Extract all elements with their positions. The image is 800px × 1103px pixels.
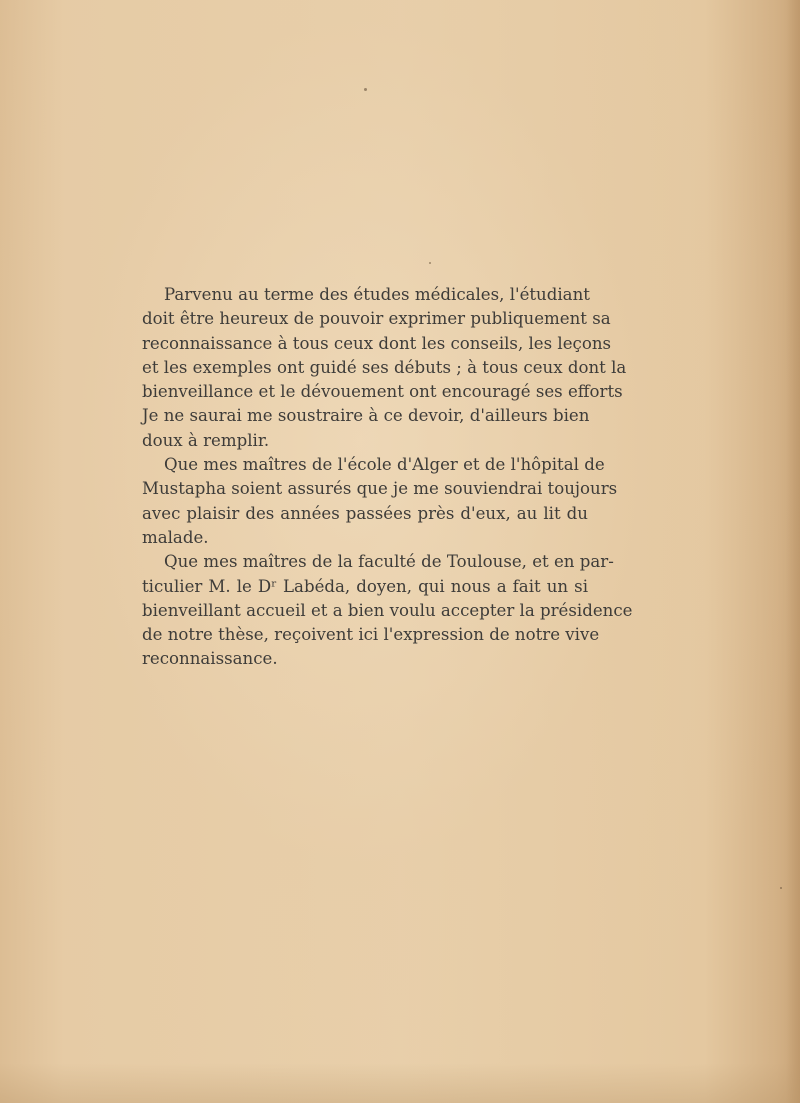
text-line: Que mes maîtres de l'école d'Alger et de l'hôpital de [164,455,605,475]
text-line: Parvenu au terme des études médicales, l'étudiant [164,285,590,304]
page-edge-shadow-bottom [0,1063,800,1103]
text-line: de notre thèse, reçoivent ici l'expression de notre vive [142,625,600,645]
text-line: et les exemples ont guidé ses débuts ; à tous ceux dont la [142,357,627,377]
paragraph-3 [142,550,633,671]
text-line: Mustapha soient assurés que je me souviendrai toujours [142,479,618,499]
paragraph-2 [142,453,618,550]
text-line: reconnaissance. [142,649,278,669]
acknowledgements-text [142,283,633,672]
text-line: Je ne saurai me soustraire à ce devoir, d'ailleurs bien [142,406,590,426]
text-line: bienveillant accueil et a bien voulu accepter la présidence [142,600,633,620]
text-line: bienveillance et le dévouement ont encouragé ses efforts [142,382,623,402]
page-edge-shadow-right [786,0,800,1103]
text-line: Que mes maîtres de la faculté de Toulouse, et en par- [164,552,614,572]
text-line: reconnaissance à tous ceux dont les conseils, les leçons [142,333,612,353]
paper-speck [364,88,367,91]
paper-speck [429,262,431,264]
text-line: avec plaisir des années passées près d'eux, au lit du [142,503,588,523]
text-line: doit être heureux de pouvoir exprimer publiquement sa [142,309,611,329]
paper-speck [780,887,782,889]
paragraph-1 [142,283,627,453]
text-line: ticulier M. le Dʳ Labéda, doyen, qui nous a fait un si [142,576,588,596]
text-line: doux à remplir. [142,430,270,450]
text-line: malade. [142,527,209,547]
